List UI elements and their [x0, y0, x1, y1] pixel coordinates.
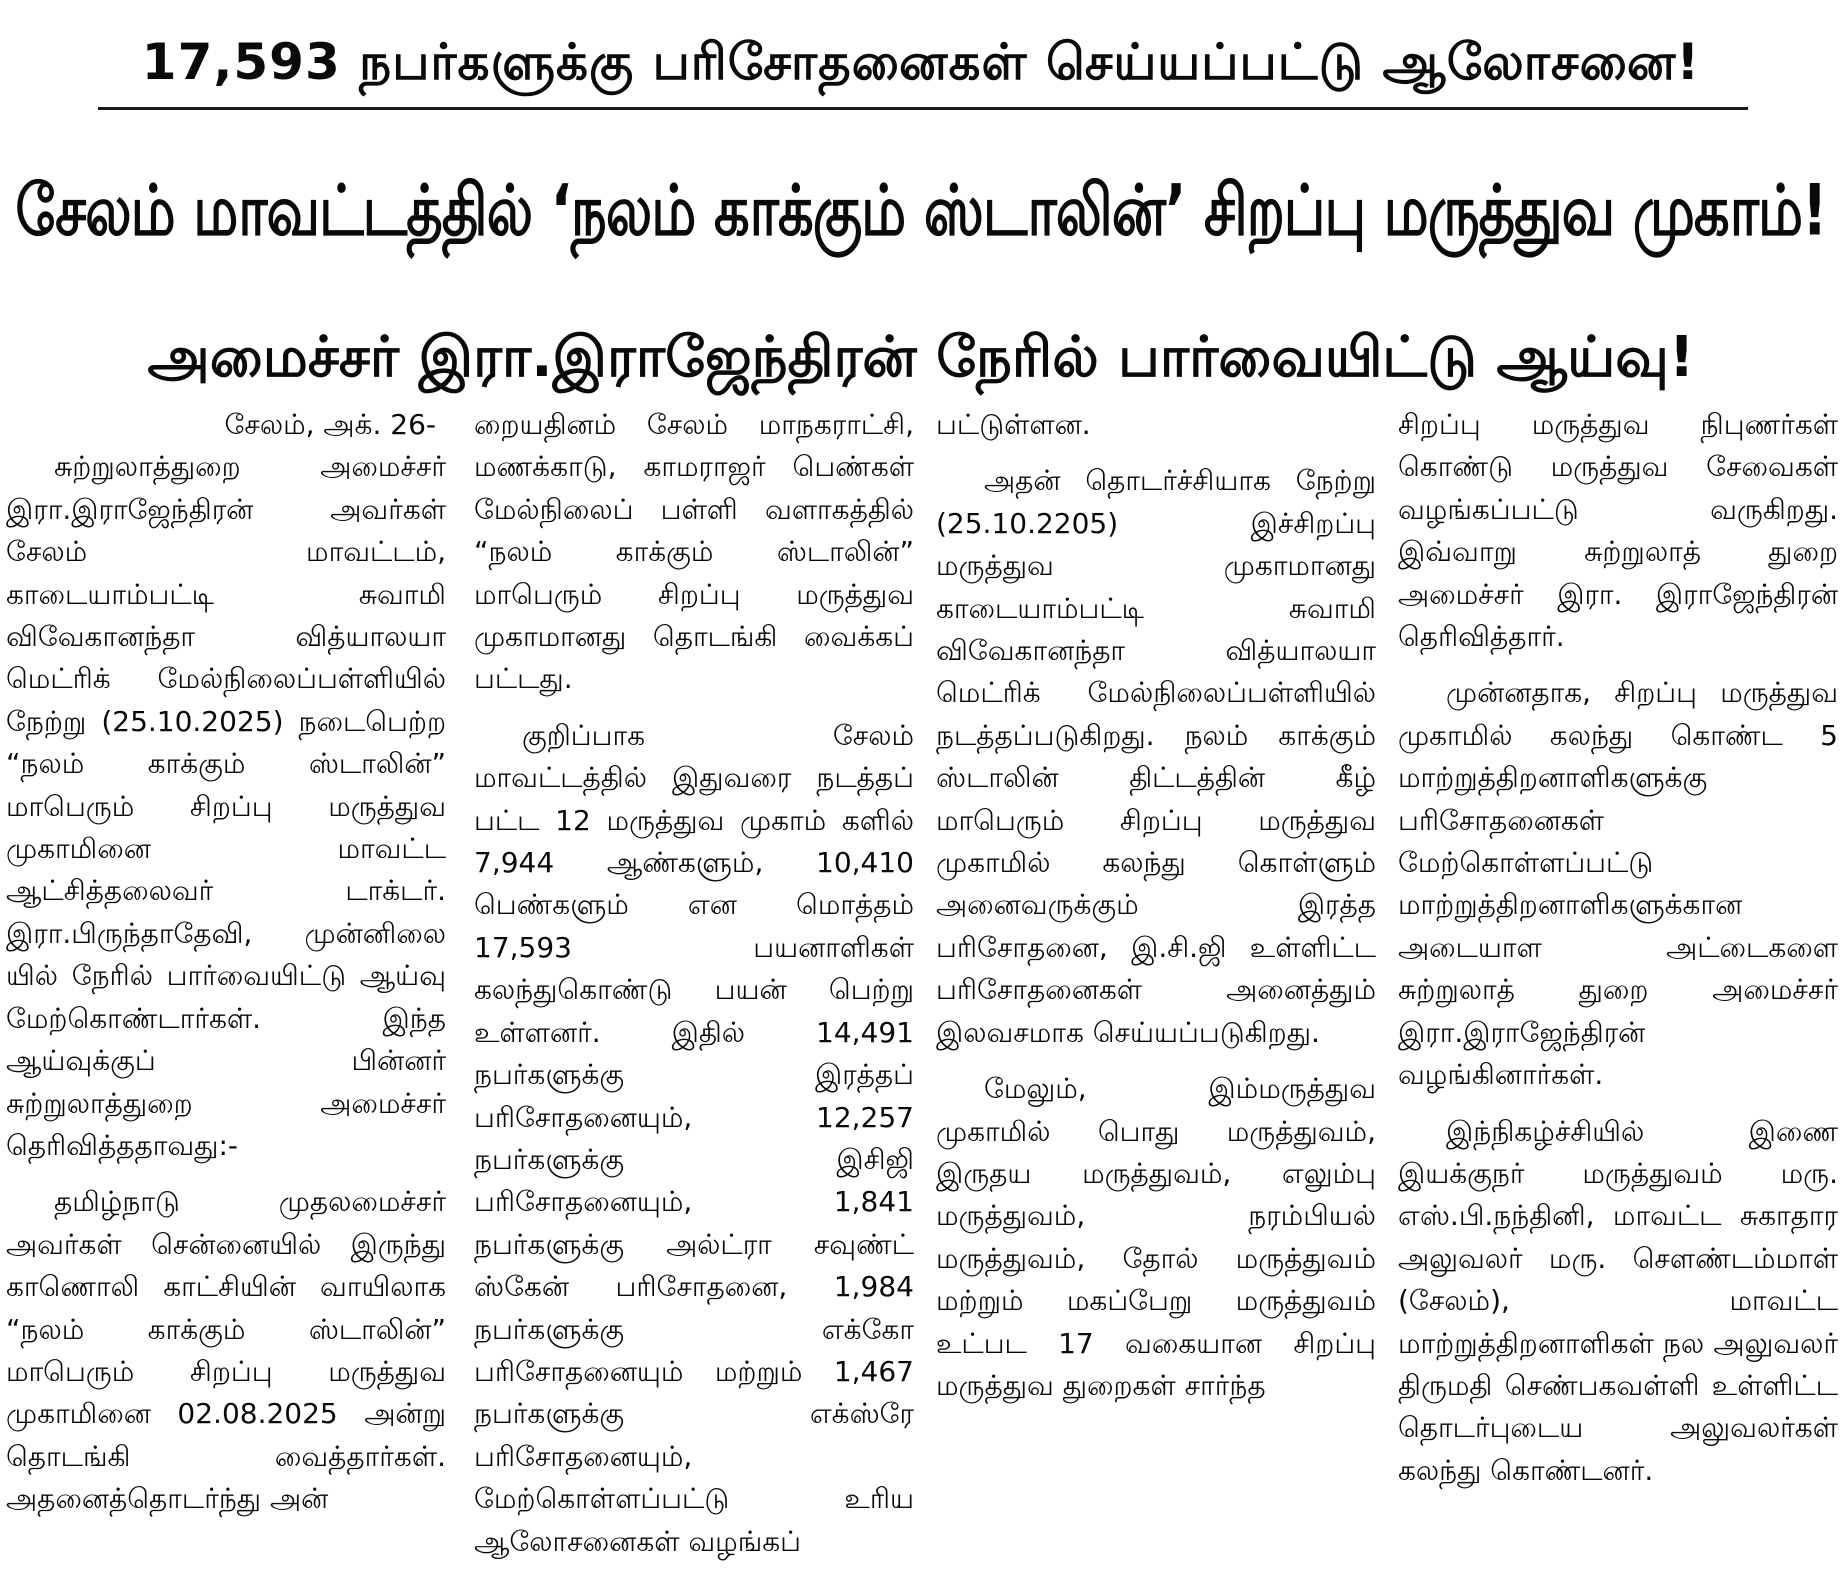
dateline: சேலம், அக். 26-: [224, 408, 436, 441]
article-body: [6, 404, 1836, 1582]
article-column-3: [936, 404, 1376, 1582]
paragraph: இந்நிகழ்ச்சியில் இணை இயக்குநர் மருத்துவம் மரு. எஸ்.பி.நந்தினி, மாவட்ட சுகாதார அலுவலர் மரு. சௌண்டம்மாள் (சேலம்), மாவட்ட மாற்றுத்திறனாளிகள் நல அலுவலர் திருமதி செண்பகவள்ளி உள்ளிட்ட தொடர்புடைய அலுவலர்கள் கலந்து கொண்டனர்.: [1398, 1114, 1838, 1487]
article-column-2: [474, 404, 914, 1582]
paragraph: மேலும், இம்மருத்துவ முகாமில் பொது மருத்துவம், இருதய மருத்துவம், எலும்பு மருத்துவம், நரம்பியல் மருத்துவம், தோல் மருத்துவம் மற்றும் மகப்பேறு மருத்துவம் உட்பட 17 வகையான சிறப்பு மருத்துவ துறைகள் சார்ந்த: [936, 1072, 1376, 1402]
sub-headline: அமைச்சர் இரா.இராஜேந்திரன் நேரில் பார்வையிட்டு ஆய்வு!: [147, 325, 1695, 390]
header-divider: [98, 107, 1748, 110]
paragraph: அதன் தொடர்ச்சியாக நேற்று (25.10.2205) இச்சிறப்பு மருத்துவ முகாமானது காடையாம்பட்டி சுவாமி விவேகானந்தா வித்யாலயா மெட்ரிக் மேல்நிலைப்பள்ளியில் நடத்தப்படுகிறது. நலம் காக்கும் ஸ்டாலின் திட்டத்தின் கீழ் மாபெரும் சிறப்பு மருத்துவ முகாமில் கலந்து கொள்ளும் அனைவருக்கும் இரத்த பரிசோதனை, இ.சி.ஜி உள்ளிட்ட பரிசோதனைகள் அனைத்தும் இலவசமாக செய்யப்படுகிறது.: [936, 464, 1376, 1049]
article-column-1: [6, 404, 446, 1582]
paragraph: றையதினம் சேலம் மாநகராட்சி, மணக்காடு, காமராஜர் பெண்கள் மேல்நிலைப் பள்ளி வளாகத்தில் “நலம் காக்கும் ஸ்டாலின்” மாபெரும் சிறப்பு மருத்துவ முகாமானது தொடங்கி வைக்கப் பட்டது.: [474, 408, 914, 696]
paragraph: சிறப்பு மருத்துவ நிபுணர்கள் கொண்டு மருத்துவ சேவைகள் வழங்கப்பட்டு வருகிறது. இவ்வாறு சுற்றுலாத் துறை அமைச்சர் இரா. இராஜேந்திரன் தெரிவித்தார்.: [1398, 408, 1838, 654]
paragraph: முன்னதாக, சிறப்பு மருத்துவ முகாமில் கலந்து கொண்ட 5 மாற்றுத்திறனாளிகளுக்கு பரிசோதனைகள் மேற்கொள்ளப்பட்டு மாற்றுத்திறனாளிகளுக்கான அடையாள அட்டைகளை சுற்றுலாத் துறை அமைச்சர் இரா.இராஜேந்திரன் வழங்கினார்கள்.: [1398, 676, 1838, 1092]
main-headline: சேலம் மாவட்டத்தில் ‘நலம் காக்கும் ஸ்டாலின்’ சிறப்பு மருத்துவ முகாம்!: [15, 170, 1827, 252]
paragraph: தமிழ்நாடு முதலமைச்சர் அவர்கள் சென்னையில் இருந்து காணொலி காட்சியின் வாயிலாக “நலம் காக்கும் ஸ்டாலின்” மாபெரும் சிறப்பு மருத்துவ முகாமினை 02.08.2025 அன்று தொடங்கி வைத்தார்கள். அதனைத்தொடர்ந்து அன்: [6, 1185, 446, 1516]
kicker-headline: 17,593 நபர்களுக்கு பரிசோதனைகள் செய்யப்பட்டு ஆலோசனை!: [141, 33, 1701, 91]
article-column-4: [1398, 404, 1838, 1582]
paragraph: பட்டுள்ளன.: [936, 408, 1091, 441]
paragraph: சுற்றுலாத்துறை அமைச்சர் இரா.இராஜேந்திரன் அவர்கள் சேலம் மாவட்டம், காடையாம்பட்டி சுவாமி விவேகானந்தா வித்யாலயா மெட்ரிக் மேல்நிலைப்பள்ளியில் நேற்று (25.10.2025) நடைபெற்ற “நலம் காக்கும் ஸ்டாலின்” மாபெரும் சிறப்பு மருத்துவ முகாமினை மாவட்ட ஆட்சித்தலைவர் டாக்டர். இரா.பிருந்தாதேவி, முன்னிலை யில் நேரில் பார்வையிட்டு ஆய்வு மேற்கொண்டார்கள். இந்த ஆய்வுக்குப் பின்னர் சுற்றுலாத்துறை அமைச்சர் தெரிவித்ததாவது:-: [6, 450, 446, 1162]
paragraph: குறிப்பாக சேலம் மாவட்டத்தில் இதுவரை நடத்தப் பட்ட 12 மருத்துவ முகாம் களில் 7,944 ஆண்களும், 10,410 பெண்களும் என மொத்தம் 17,593 பயனாளிகள் கலந்துகொண்டு பயன் பெற்று உள்ளனர். இதில் 14,491 நபர்களுக்கு இரத்தப் பரிசோதனையும், 12,257 நபர்களுக்கு இசிஜி பரிசோதனையும், 1,841 நபர்களுக்கு அல்ட்ரா சவுண்ட் ஸ்கேன் பரிசோதனை, 1,984 நபர்களுக்கு எக்கோ பரிசோதனையும் மற்றும் 1,467 நபர்களுக்கு எக்ஸ்ரே பரிசோதனையும், மேற்கொள்ளப்பட்டு உரிய ஆலோசனைகள் வழங்கப்: [474, 718, 914, 1558]
